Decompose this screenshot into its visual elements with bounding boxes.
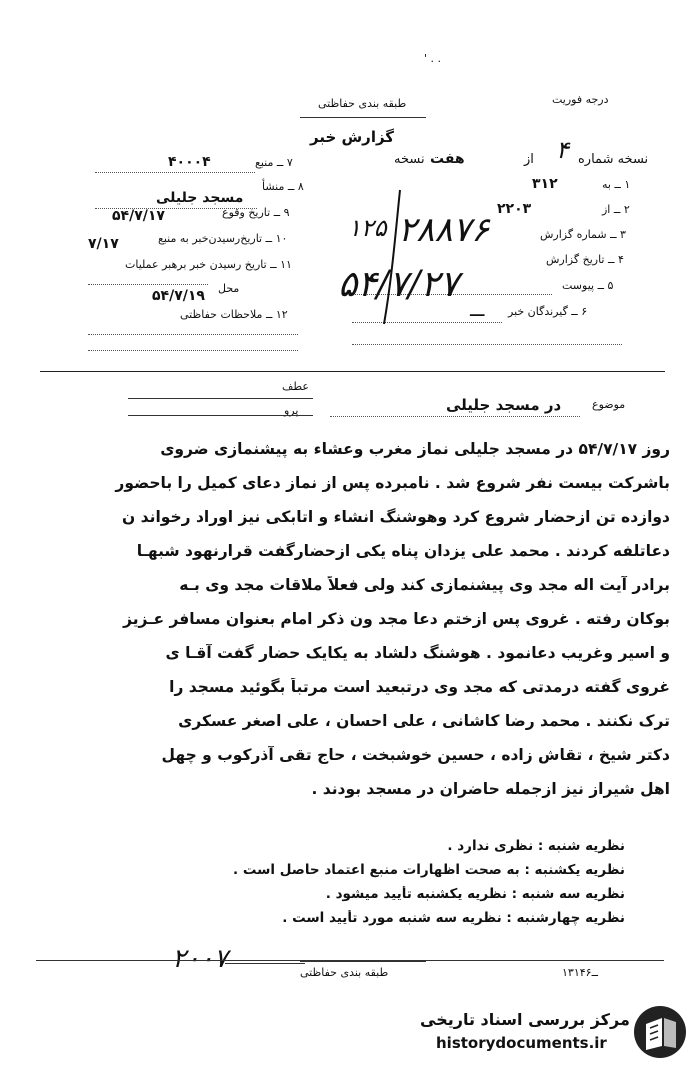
observation-line: نظریه شنبه : نظری ندارد .: [447, 838, 625, 854]
field-attachment-label: ۵ ــ پیوست: [562, 279, 614, 292]
field-source-received-label: ۱۰ ــ تاریخ‌رسیدن‌خبر به منبع: [158, 232, 288, 245]
subject-label: موضوع: [592, 398, 626, 411]
field-report-date-label: ۴ ــ تاریخ گزارش: [546, 253, 624, 266]
field-source-value: ۴۰۰۰۴: [168, 154, 211, 170]
watermark-url: historydocuments.ir: [436, 1034, 607, 1052]
observation-line: نظریه چهارشنبه : نظریه سه شنبه مورد تأیید است .: [282, 910, 625, 926]
body-line: ترک نکنند . محمد رضا کاشانی ، علی احسان ، علی اصغر عسکری: [178, 712, 670, 730]
body-line: برادر آیت اله مجد وی پیشنمازی کند ولی فعلاً ملاقات مجد وی بـه: [179, 576, 670, 594]
field-security-dots-1: [88, 334, 298, 335]
reference-label: عطف: [282, 380, 309, 393]
handwritten-stroke-bottom: [225, 963, 305, 964]
field-place-value: ۵۴/۷/۱۹: [152, 288, 205, 304]
field-leader-dots: [88, 284, 208, 285]
footer-classification-overline: [300, 961, 426, 962]
observation-line: نظریه یکشنبه : به صحت اظهارات منبع اعتماد حاصل است .: [233, 862, 625, 878]
copies-total: هفت: [430, 151, 465, 167]
field-recipients-dots-1: [352, 322, 502, 323]
field-report-number-label: ۳ ــ شماره گزارش: [540, 228, 626, 241]
body-line: بوکان رفته . غروی پس ازختم دعا مجد ون ذکر امام بعنوان مسافر عـزیز: [123, 610, 670, 628]
handwritten-report-date: ۵۴/۷/۲۷: [338, 264, 459, 305]
field-event-date-label: ۹ ــ تاریخ وقوع: [222, 206, 290, 219]
subject-dots: [330, 416, 580, 417]
body-line: و اسیر وغریب دعانمود . هوشنگ دلشاد به یکایک حضار گفت آقـا ی: [165, 644, 670, 662]
body-line: دعاتلفه کردند . محمد علی یزدان پناه یکی ازحضارگفت قرارنهود شبهـا: [136, 542, 670, 560]
field-source-label: ۷ ــ منبع: [255, 156, 293, 169]
body-line: روز ۵۴/۷/۱۷ در مسجد جلیلی نماز مغرب وعشاء به پیشنمازی ضروی: [160, 440, 670, 458]
field-from-label: ۲ ــ از: [602, 203, 630, 216]
field-origin-label: ۸ ــ منشأ: [262, 180, 304, 193]
field-event-date-value: ۵۴/۷/۱۷: [112, 208, 165, 224]
field-to-value: ۳۱۲: [532, 176, 558, 192]
body-line: دکتر شیخ ، تقاش زاده ، حسین خوشبخت ، حاج تقی آذرکوب و چهل: [161, 746, 670, 764]
field-source-received-value: ۷/۱۷: [88, 236, 119, 252]
footer-classification-label: طبقه بندی حفاظتی: [300, 966, 389, 979]
section-divider: [40, 371, 665, 372]
copy-number: ۴: [556, 136, 569, 164]
field-to-label: ۱ ــ به: [602, 178, 631, 191]
urgency-label: درجه فوریت: [552, 93, 609, 106]
form-number: ۱۳۱ــ۴۶: [562, 966, 599, 979]
copy-from-label: از: [524, 152, 534, 167]
observation-line: نظریه سه شنبه : نظریه یکشنبه تأیید میشود .: [325, 886, 625, 902]
watermark-org-name: مرکز بررسی اسناد تاریخی: [420, 1010, 630, 1029]
body-line: اهل شیراز نیز ازجمله حاضران در مسجد بودند .: [311, 780, 670, 798]
copy-label: نسخه شماره: [578, 152, 649, 167]
field-security-notes-label: ۱۲ ــ ملاحظات حفاظتی: [180, 308, 288, 321]
file-label: پرو: [284, 404, 299, 417]
field-from-value: ۲۲۰۳: [497, 201, 532, 217]
field-security-dots-2: [88, 350, 298, 351]
handwritten-bottom-note: ۲۰۰۷: [172, 944, 228, 974]
field-source-dots: [95, 172, 255, 173]
field-place-label: محل: [218, 282, 240, 295]
field-recipients-value: ـــ: [470, 304, 485, 320]
subject-text: در مسجد جلیلی: [446, 396, 562, 414]
scan-mark: ' . .: [424, 52, 442, 65]
handwritten-mark: ۱۲۵: [348, 214, 387, 242]
handwritten-report-number: ۲۸۸۷۶: [398, 210, 490, 250]
copies-label: نسخه: [394, 152, 425, 167]
body-line: باشرکت بیست نفر شروع شد . نامبرده پس از نماز دعای کمیل را باحضور: [115, 474, 670, 492]
body-line: دوازده تن ازحضار شروع کرد وهوشنگ انشاء و اتابکی نیز اوراد رخواند ن: [122, 508, 670, 526]
file-line: [128, 415, 313, 416]
reference-line: [128, 398, 313, 399]
report-title: گزارش خبر: [310, 128, 395, 146]
body-line: غروی گفته درمدتی که مجد وی درتبعید است مرتباً بگوئید مسجد را: [169, 678, 670, 696]
field-origin-value: مسجد جلیلی: [156, 190, 244, 206]
field-leader-received-label: ۱۱ ــ تاریخ رسیدن خبر برهبر عملیات: [125, 258, 292, 271]
field-recipients-label: ۶ ــ گیرندگان خبر: [508, 305, 588, 318]
classification-label: طبقه بندی حفاظتی: [318, 97, 407, 110]
field-recipients-dots-2: [352, 344, 622, 345]
handwritten-stroke: [378, 188, 408, 328]
classification-underline: [300, 117, 426, 118]
archive-logo-icon: [632, 1004, 688, 1060]
